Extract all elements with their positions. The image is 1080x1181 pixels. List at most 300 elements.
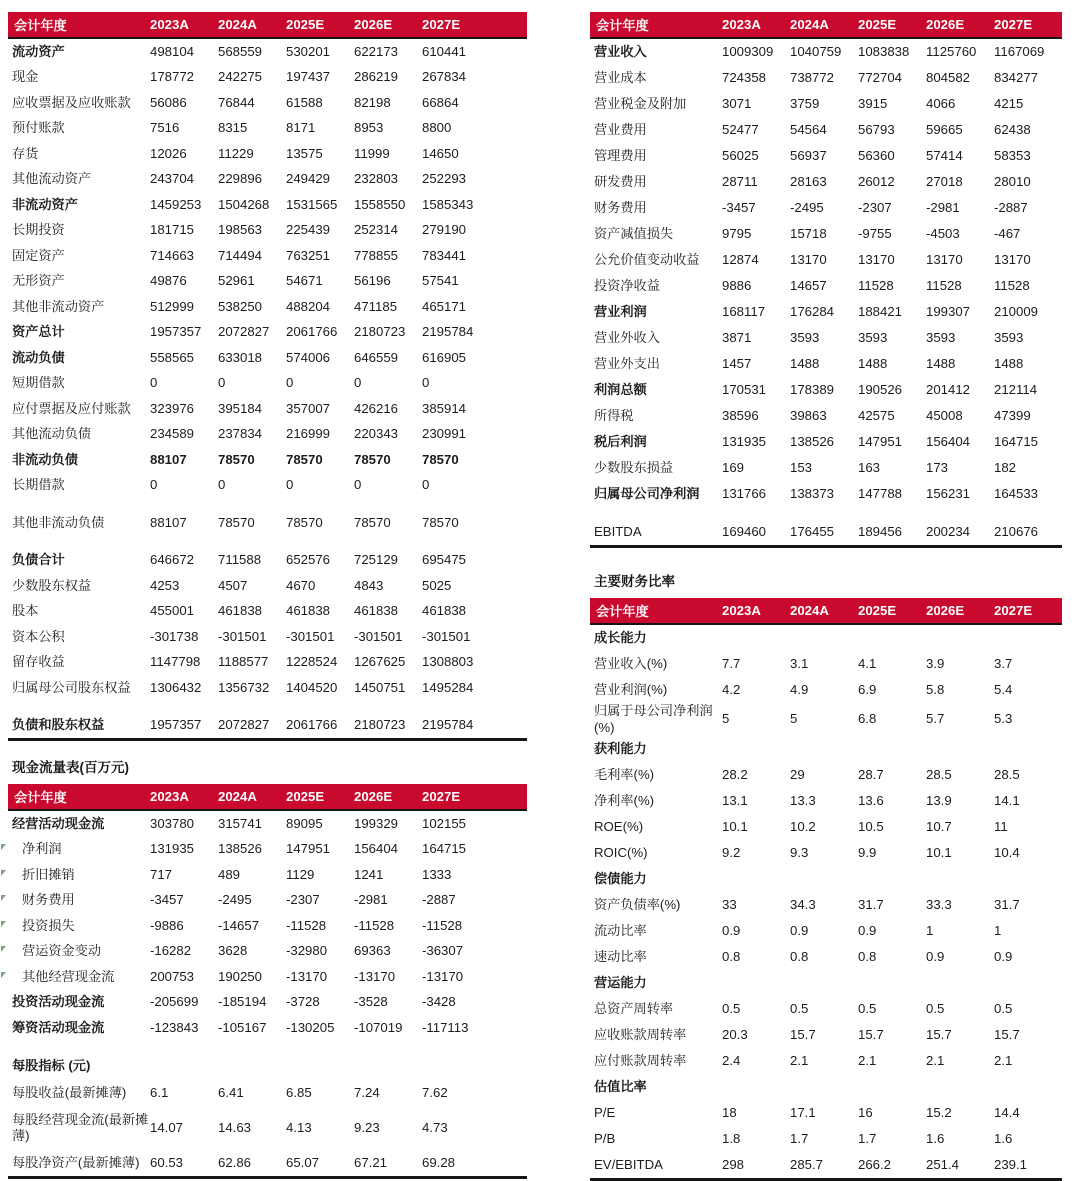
table-row <box>590 195 1062 221</box>
row-label: 净利润 <box>8 841 150 858</box>
cell-value: -11528 <box>354 917 395 933</box>
table-row <box>8 624 527 650</box>
cell-value: 461838 <box>218 603 263 618</box>
table-row <box>590 429 1062 455</box>
table-row <box>8 39 527 65</box>
cell-value: 1228524 <box>286 654 338 669</box>
cell-value: 5025 <box>422 577 452 593</box>
cell-value: 234589 <box>150 426 195 441</box>
cell-value: 1531565 <box>286 196 338 212</box>
row-label: 成长能力 <box>594 629 647 645</box>
row-label: 研发费用 <box>594 173 647 189</box>
row-label: 财务费用 <box>594 199 647 215</box>
cell-value: 200234 <box>926 523 971 539</box>
cell-value: 714663 <box>150 247 195 263</box>
cell-value: -2981 <box>926 199 960 215</box>
cell-value: 15.2 <box>926 1104 952 1120</box>
header-cell: 2025E <box>286 789 325 804</box>
cell-value: -32980 <box>286 943 328 958</box>
cell-value: 229896 <box>218 171 263 186</box>
row-label: 所得税 <box>594 407 634 423</box>
cell-value: 315741 <box>218 815 263 831</box>
cell-value: 0.8 <box>790 948 809 964</box>
table-row <box>590 651 1062 677</box>
table-row <box>8 65 527 91</box>
table-row <box>8 675 527 701</box>
cell-value: 0 <box>286 477 294 492</box>
row-label: 无形资产 <box>12 273 65 288</box>
cell-value: 33 <box>722 896 737 912</box>
row-label: 偿债能力 <box>594 870 647 886</box>
cell-value: 286219 <box>354 69 399 84</box>
cell-value: 89095 <box>286 815 323 831</box>
table-row <box>8 1015 527 1041</box>
cell-value: 13.9 <box>926 792 952 808</box>
cell-value: 13170 <box>790 251 827 267</box>
cell-value: 8800 <box>422 120 452 135</box>
cell-value: 1308803 <box>422 654 474 669</box>
cell-value: -11528 <box>422 917 463 933</box>
header-cell: 2027E <box>422 789 461 804</box>
cell-value: 0 <box>354 375 362 390</box>
row-label: 固定资产 <box>12 247 65 263</box>
row-label: ROE(%) <box>594 818 644 834</box>
cell-value: 6.85 <box>286 1085 312 1100</box>
income-statement-block <box>590 12 1062 548</box>
cell-value: -105167 <box>218 1019 267 1035</box>
cell-value: 3915 <box>858 95 888 111</box>
cell-value: -3428 <box>422 994 456 1009</box>
row-label: 营业收入 <box>594 43 647 59</box>
cell-value: 426216 <box>354 400 399 416</box>
header-year-label: 会计年度 <box>14 790 67 805</box>
header-cell: 2026E <box>926 17 965 32</box>
row-label: 营业收入(%) <box>594 655 668 671</box>
table-row <box>590 944 1062 970</box>
cell-value: 56937 <box>790 147 827 163</box>
row-label: 其他经营现金流 <box>8 969 150 986</box>
cell-value: 804582 <box>926 69 971 85</box>
cell-value: 14.1 <box>994 792 1020 808</box>
cell-value: 15.7 <box>858 1026 884 1042</box>
row-label: 流动资产 <box>12 43 65 59</box>
cell-value: 8953 <box>354 120 384 135</box>
cell-value: -301501 <box>354 628 403 644</box>
cell-value: 512999 <box>150 298 195 314</box>
row-label: 经营活动现金流 <box>12 815 105 831</box>
table-row <box>8 650 527 676</box>
table-row <box>8 167 527 193</box>
cell-value: 0 <box>422 477 430 492</box>
table-row <box>8 811 527 837</box>
cell-value: 78570 <box>286 514 323 530</box>
cell-value: 3.7 <box>994 655 1013 671</box>
row-label: 应收账款周转率 <box>594 1026 687 1042</box>
cell-value: 4.13 <box>286 1119 312 1135</box>
table-row <box>590 377 1062 403</box>
cell-value: 772704 <box>858 69 903 85</box>
row-label: 营业利润(%) <box>594 681 668 697</box>
cell-value: 6.9 <box>858 681 877 697</box>
cell-value: 10.1 <box>722 818 748 834</box>
table-row <box>590 814 1062 840</box>
cell-value: 1 <box>994 922 1002 938</box>
row-marker-icon <box>1 946 6 952</box>
table-row <box>590 455 1062 481</box>
header-cell: 2024A <box>218 17 257 32</box>
cell-value: -3457 <box>150 892 184 907</box>
table-row <box>590 143 1062 169</box>
cell-value: 1488 <box>790 355 820 371</box>
cell-value: 147788 <box>858 485 903 501</box>
cell-value: 2195784 <box>422 717 474 732</box>
cell-value: 717 <box>150 866 173 882</box>
cell-value: 252293 <box>422 171 467 186</box>
cell-value: 14657 <box>790 277 827 293</box>
table-row <box>8 548 527 574</box>
cell-value: 1459253 <box>150 196 202 212</box>
cell-value: 57541 <box>422 273 459 288</box>
cell-value: 243704 <box>150 171 195 186</box>
row-label: EBITDA <box>594 523 642 539</box>
cell-value: -301501 <box>286 628 335 644</box>
cell-value: 633018 <box>218 349 263 365</box>
cell-value: 461838 <box>286 603 331 618</box>
row-label: 股本 <box>12 603 39 618</box>
cell-value: 4843 <box>354 577 384 593</box>
row-label: 其他流动资产 <box>12 171 92 186</box>
cash-flow-title: 现金流量表(百万元) <box>12 760 129 775</box>
cell-value: -2495 <box>790 199 824 215</box>
table-row <box>590 788 1062 814</box>
cell-value: 1404520 <box>286 679 338 695</box>
cell-value: 15718 <box>790 225 827 241</box>
cell-value: -301501 <box>218 628 267 644</box>
row-marker-icon <box>1 921 6 927</box>
cell-value: 783441 <box>422 247 467 263</box>
cell-value: 5.3 <box>994 711 1013 727</box>
table-row <box>590 519 1062 545</box>
cell-value: 237834 <box>218 426 263 441</box>
cell-value: 14.63 <box>218 1119 252 1135</box>
cell-value: 156404 <box>354 841 399 856</box>
cell-value: 5.8 <box>926 681 945 697</box>
table-row <box>590 970 1062 996</box>
cell-value: 10.2 <box>790 818 816 834</box>
row-label: 营业外支出 <box>594 355 660 371</box>
cell-value: 5.4 <box>994 681 1013 697</box>
spacer-row <box>8 498 527 510</box>
table-row <box>590 91 1062 117</box>
cell-value: 28711 <box>722 173 758 189</box>
cell-value: 2180723 <box>354 717 406 732</box>
cell-value: 102155 <box>422 815 467 831</box>
row-label: 公允价值变动收益 <box>594 251 700 267</box>
table-row <box>8 90 527 116</box>
cell-value: 0.5 <box>790 1000 809 1016</box>
cell-value: 199329 <box>354 815 399 831</box>
cell-value: 78570 <box>422 451 459 467</box>
cell-value: 251.4 <box>926 1156 960 1172</box>
cell-value: 131766 <box>722 485 767 501</box>
table-row <box>8 862 527 888</box>
cell-value: -2887 <box>994 199 1028 215</box>
row-label: 管理费用 <box>594 147 647 163</box>
table-row <box>590 1048 1062 1074</box>
left-column <box>8 12 527 1179</box>
row-label: 折旧摊销 <box>8 867 150 884</box>
cell-value: 1495284 <box>422 679 474 695</box>
header-year-label: 会计年度 <box>596 604 649 619</box>
cell-value: 13.3 <box>790 792 816 808</box>
cell-value: 2072827 <box>218 324 270 339</box>
row-label: 流动比率 <box>594 922 647 938</box>
row-label: 营运能力 <box>594 974 647 990</box>
cell-value: 3871 <box>722 329 752 345</box>
cell-value: 220343 <box>354 426 399 441</box>
cell-value: 169460 <box>722 523 767 539</box>
cell-value: 1488 <box>994 355 1024 371</box>
cell-value: 28.5 <box>926 766 952 782</box>
cell-value: 461838 <box>354 603 399 618</box>
table-row <box>590 1074 1062 1100</box>
cell-value: 1.7 <box>790 1130 809 1146</box>
cell-value: -117113 <box>422 1019 469 1035</box>
cell-value: 1009309 <box>722 43 774 59</box>
cell-value: 69.28 <box>422 1154 456 1170</box>
header-cell: 2023A <box>722 17 761 32</box>
cell-value: -9886 <box>150 917 184 933</box>
table-row <box>590 351 1062 377</box>
cell-value: 323976 <box>150 400 195 416</box>
cell-value: 20.3 <box>722 1026 748 1042</box>
row-label: 留存收益 <box>12 654 65 669</box>
cell-value: -14657 <box>218 917 260 933</box>
cell-value: 1083838 <box>858 43 910 59</box>
cell-value: 574006 <box>286 349 331 365</box>
table-row <box>8 294 527 320</box>
cell-value: 212114 <box>994 381 1038 397</box>
row-label: 归属母公司股东权益 <box>12 679 131 695</box>
cell-value: 763251 <box>286 247 331 263</box>
table-row <box>8 713 527 739</box>
cell-value: -2981 <box>354 892 388 907</box>
cell-value: 6.1 <box>150 1085 169 1100</box>
cell-value: 738772 <box>790 69 835 85</box>
cash-flow-table <box>8 784 527 1041</box>
cell-value: 190250 <box>218 968 263 984</box>
row-label: 速动比率 <box>594 948 647 964</box>
row-label: 营业成本 <box>594 69 647 85</box>
cell-value: 15.7 <box>790 1026 816 1042</box>
table-row <box>590 996 1062 1022</box>
cell-value: 0.8 <box>722 948 741 964</box>
table-row <box>8 573 527 599</box>
balance-sheet-table <box>8 12 527 738</box>
cell-value: 57414 <box>926 147 963 163</box>
cell-value: 147951 <box>286 841 331 856</box>
cell-value: 168117 <box>722 303 766 319</box>
row-label: 应付账款周转率 <box>594 1052 687 1068</box>
cell-value: 78570 <box>354 514 391 530</box>
cell-value: 52961 <box>218 273 255 288</box>
row-label: 营运资金变动 <box>8 943 150 960</box>
cell-value: 8171 <box>286 120 316 135</box>
cell-value: 724358 <box>722 69 767 85</box>
cell-value: 725129 <box>354 552 399 567</box>
row-label: 归属于母公司净利润(%) <box>594 703 713 735</box>
cell-value: 82198 <box>354 94 391 110</box>
cell-value: -2495 <box>218 892 252 907</box>
cell-value: 0 <box>150 375 158 390</box>
cell-value: 14.07 <box>150 1119 184 1135</box>
cell-value: 131935 <box>722 433 767 449</box>
cell-value: -301738 <box>150 628 199 644</box>
cell-value: 54671 <box>286 273 323 288</box>
cell-value: 10.4 <box>994 844 1020 860</box>
table-row <box>8 320 527 346</box>
cell-value: 303780 <box>150 815 195 831</box>
table-row <box>8 345 527 371</box>
cell-value: 28.5 <box>994 766 1020 782</box>
cell-value: 153 <box>790 459 813 475</box>
cell-value: 3628 <box>218 943 248 958</box>
cell-value: 1585343 <box>422 196 474 212</box>
cell-value: 5.7 <box>926 711 945 727</box>
table-row <box>8 913 527 939</box>
cell-value: 357007 <box>286 400 331 416</box>
cell-value: 2.4 <box>722 1052 741 1068</box>
financial-ratios-block <box>590 598 1062 1181</box>
row-label: 预付账款 <box>12 120 65 135</box>
cell-value: 29 <box>790 766 805 782</box>
cell-value: 78570 <box>218 451 255 467</box>
cell-value: 56196 <box>354 273 391 288</box>
cell-value: 28.7 <box>858 766 884 782</box>
cell-value: 530201 <box>286 43 331 59</box>
header-cell: 2026E <box>354 789 393 804</box>
row-label: 短期借款 <box>12 375 65 390</box>
cell-value: 0.9 <box>994 948 1013 964</box>
balance-sheet-block <box>8 12 527 741</box>
row-label: 资产负债率(%) <box>594 896 681 912</box>
row-label: 财务费用 <box>8 892 150 909</box>
cell-value: 176455 <box>790 523 835 539</box>
cell-value: 252314 <box>354 222 399 237</box>
cell-value: 189456 <box>858 523 903 539</box>
row-label: 应收票据及应收账款 <box>12 94 131 110</box>
cell-value: 31.7 <box>994 896 1020 912</box>
table-row <box>590 1126 1062 1152</box>
cell-value: 14650 <box>422 145 459 161</box>
cell-value: 230991 <box>422 426 467 441</box>
cell-value: 10.1 <box>926 844 952 860</box>
cell-value: -2307 <box>286 892 320 907</box>
cell-value: 1957357 <box>150 324 202 339</box>
cell-value: 28.2 <box>722 766 748 782</box>
cell-value: 461838 <box>422 603 467 618</box>
cell-value: 66864 <box>422 94 459 110</box>
cell-value: 7516 <box>150 120 180 135</box>
cell-value: -2887 <box>422 892 456 907</box>
cell-value: 1241 <box>354 866 384 882</box>
cell-value: 4.2 <box>722 681 741 697</box>
cell-value: 156404 <box>926 433 971 449</box>
cell-value: 163 <box>858 459 881 475</box>
spacer-row <box>8 536 527 548</box>
cell-value: 266.2 <box>858 1156 892 1172</box>
cell-value: 711588 <box>218 552 262 567</box>
cell-value: 59665 <box>926 121 963 137</box>
cell-value: 646672 <box>150 552 195 567</box>
table-row <box>590 65 1062 91</box>
row-label: 现金 <box>12 69 39 84</box>
cell-value: -13170 <box>286 968 328 984</box>
row-label: 税后利润 <box>594 433 647 449</box>
table-row <box>8 599 527 625</box>
row-label: 应付票据及应付账款 <box>12 400 131 416</box>
row-label: P/B <box>594 1130 616 1146</box>
table-row <box>590 1100 1062 1126</box>
cell-value: 27018 <box>926 173 963 189</box>
cell-value: -9755 <box>858 225 892 241</box>
cell-value: 52477 <box>722 121 759 137</box>
cell-value: 67.21 <box>354 1154 388 1170</box>
cell-value: 47399 <box>994 407 1031 423</box>
cell-value: 385914 <box>422 400 467 416</box>
cell-value: 1450751 <box>354 679 406 695</box>
header-cell: 2026E <box>354 17 393 32</box>
cell-value: 0 <box>422 375 430 390</box>
table-row <box>8 269 527 295</box>
cell-value: 11528 <box>858 277 894 293</box>
cell-value: 216999 <box>286 426 331 441</box>
table-row <box>8 243 527 269</box>
cell-value: 6.41 <box>218 1085 244 1100</box>
cell-value: 69363 <box>354 943 391 958</box>
cell-value: 11528 <box>926 277 962 293</box>
row-label: 利润总额 <box>594 381 647 397</box>
table-row <box>8 510 527 536</box>
cell-value: 188421 <box>858 303 903 319</box>
cell-value: 164715 <box>422 841 467 856</box>
cell-value: 279190 <box>422 222 467 237</box>
table-row <box>8 116 527 142</box>
cell-value: 11 <box>994 818 1008 834</box>
table-row <box>590 918 1062 944</box>
cell-value: 200753 <box>150 968 195 984</box>
row-label: 毛利率(%) <box>594 766 655 782</box>
cell-value: 1167069 <box>994 43 1045 59</box>
cell-value: 1558550 <box>354 196 406 212</box>
cell-value: 0.9 <box>722 922 741 938</box>
cell-value: 2.1 <box>790 1052 809 1068</box>
cell-value: -2307 <box>858 199 892 215</box>
cell-value: 4670 <box>286 577 316 593</box>
cell-value: 10.7 <box>926 818 952 834</box>
row-label: 投资活动现金流 <box>12 994 105 1009</box>
cell-value: 45008 <box>926 407 963 423</box>
cell-value: 622173 <box>354 43 399 59</box>
row-label: 其他非流动资产 <box>12 298 105 314</box>
cell-value: -467 <box>994 225 1021 241</box>
table-row <box>590 625 1062 651</box>
row-label: 总资产周转率 <box>594 1000 674 1016</box>
cell-value: 88107 <box>150 514 187 530</box>
spacer-row <box>8 701 527 713</box>
cell-value: 4253 <box>150 577 180 593</box>
cell-value: 0 <box>150 477 158 492</box>
